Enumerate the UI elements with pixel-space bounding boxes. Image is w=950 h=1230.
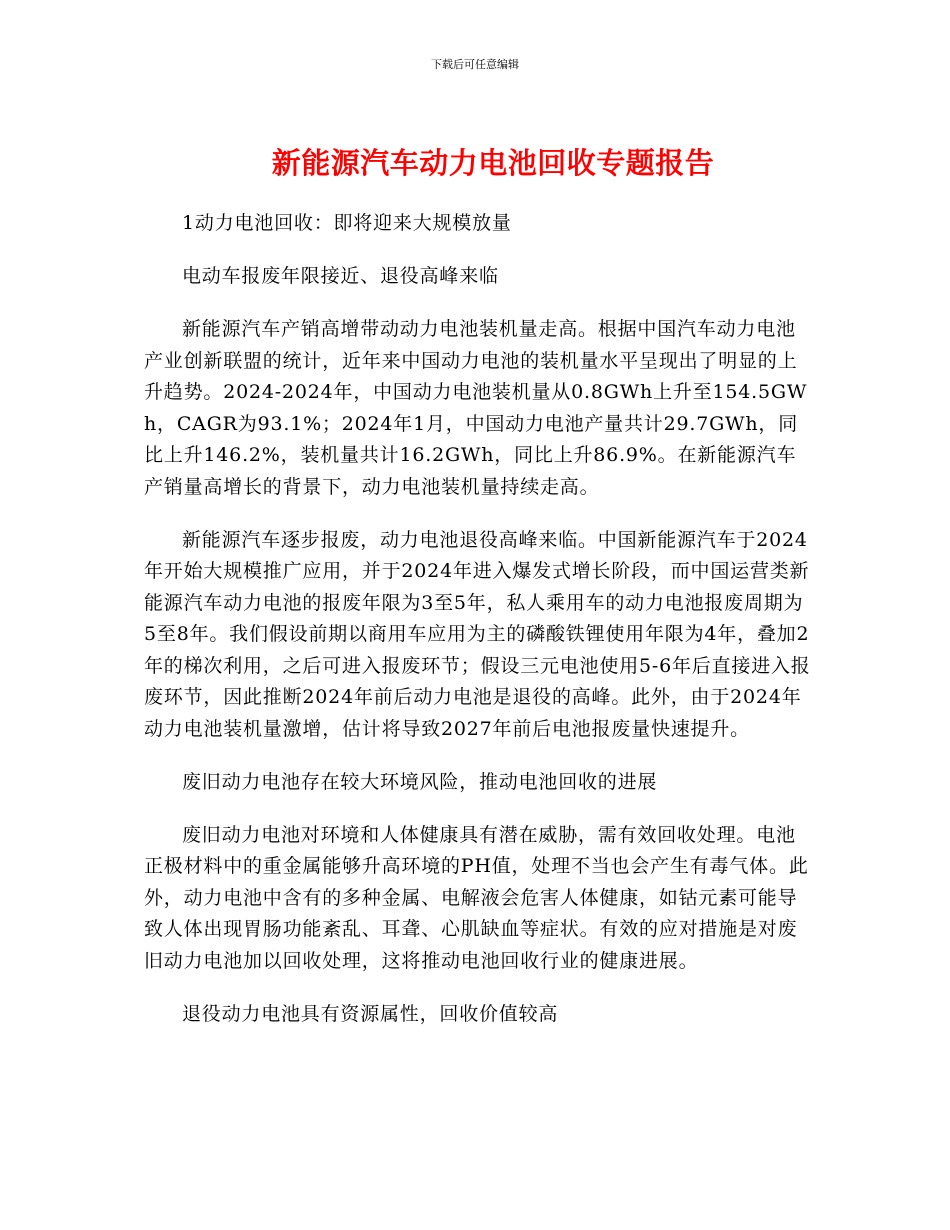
- document-title: 新能源汽车动力电池回收专题报告: [271, 146, 715, 180]
- subsection-heading: 废旧动力电池存在较大环境风险，推动电池回收的进展: [182, 770, 658, 793]
- section-heading: 1动力电池回收：即将迎来大规模放量: [182, 212, 512, 234]
- subsection-heading: 退役动力电池具有资源属性，回收价值较高: [182, 1002, 559, 1025]
- header-note: 下载后可任意编辑: [431, 58, 519, 71]
- subsection-heading: 电动车报废年限接近、退役高峰来临: [182, 265, 499, 287]
- document-body: [144, 208, 812, 1052]
- body-paragraph: 新能源汽车产销高增带动动力电池装机量走高。根据中国汽车动力电池产业创新联盟的统计，近年来中国动力电池的装机量水平呈现出了明显的上升趋势。2024-2024年，中国动力电池装机量从0.8GWh上升至154.5GWh，CAGR为93.1%；2024年1月，中国动力电池产量共计29.7GWh，同比上升146.2%，装机量共计16.2GWh，同比上升86.9%。在新能源汽车产销量高增长的背景下，动力电池装机量持续走高。: [144, 318, 808, 498]
- body-paragraph: 新能源汽车逐步报废，动力电池退役高峰来临。中国新能源汽车于2024年开始大规模推广应用，并于2024年进入爆发式增长阶段，而中国运营类新能源汽车动力电池的报废年限为3至5年，私人乘用车的动力电池报废周期为5至8年。我们假设前期以商用车应用为主的磷酸铁锂使用年限为4年，叠加2年的梯次利用，之后可进入报废环节；假设三元电池使用5-6年后直接进入报废环节，因此推断2024年前后动力电池是退役的高峰。此外，由于2024年动力电池装机量激增，估计将导致2027年前后电池报废量快速提升。: [144, 528, 811, 740]
- body-paragraph: 废旧动力电池对环境和人体健康具有潜在威胁，需有效回收处理。电池正极材料中的重金属能够升高环境的PH值，处理不当也会产生有毒气体。此外，动力电池中含有的多种金属、电解液会危害人体健康，如钴元素可能导致人体出现胃肠功能紊乱、耳聋、心肌缺血等症状。有效的应对措施是对废旧动力电池加以回收处理，这将推动电池回收行业的健康进展。: [144, 823, 809, 972]
